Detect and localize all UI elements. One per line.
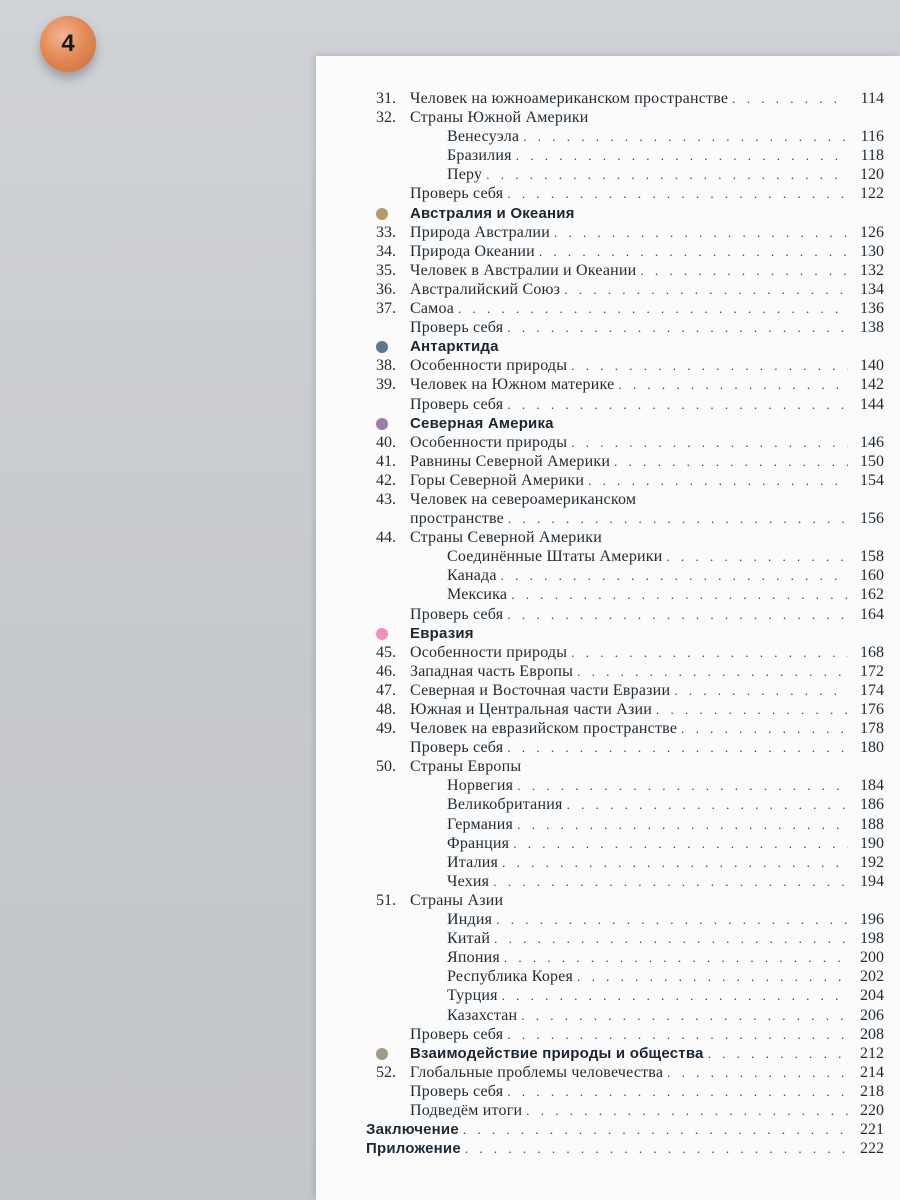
toc-line bbox=[410, 1044, 884, 1063]
dot-leader bbox=[508, 509, 848, 528]
toc-page-number: 222 bbox=[860, 1140, 884, 1158]
toc-line bbox=[447, 929, 884, 948]
toc-subitem bbox=[366, 834, 884, 853]
toc-label: Проверь себя bbox=[410, 605, 504, 623]
toc-line bbox=[447, 834, 884, 853]
toc-line bbox=[447, 815, 884, 834]
toc-page-number: 154 bbox=[860, 471, 884, 489]
toc-item-number: 32. bbox=[376, 109, 396, 127]
dot-leader bbox=[507, 184, 848, 203]
toc-item-number: 47. bbox=[376, 681, 396, 699]
toc-line bbox=[410, 738, 884, 757]
toc-subitem bbox=[366, 795, 884, 814]
toc-label: Северная и Восточная части Евразии bbox=[410, 681, 671, 699]
toc-line bbox=[410, 299, 884, 318]
toc-line bbox=[447, 948, 884, 967]
toc-subitem bbox=[366, 872, 884, 891]
toc-label: Южная и Центральная части Азии bbox=[410, 701, 653, 718]
toc-page-number: 186 bbox=[860, 796, 884, 814]
section-bullet-icon bbox=[376, 341, 388, 353]
toc-label: Заключение bbox=[366, 1121, 459, 1139]
toc-page-number: 212 bbox=[860, 1044, 884, 1062]
toc-label: Мексика bbox=[447, 586, 508, 604]
toc-label: пространстве bbox=[410, 510, 504, 528]
toc-line bbox=[410, 624, 884, 643]
toc-subitem bbox=[366, 948, 884, 967]
toc-line bbox=[410, 1082, 884, 1101]
toc-item bbox=[366, 318, 884, 337]
toc-page-number: 118 bbox=[860, 147, 884, 165]
toc-label: Страны Южной Америки bbox=[410, 109, 589, 127]
toc-page-number: 194 bbox=[860, 872, 884, 890]
toc-subitem bbox=[366, 165, 884, 184]
toc-line bbox=[366, 1139, 884, 1158]
dot-leader bbox=[667, 1063, 848, 1082]
toc-page-number: 208 bbox=[860, 1025, 884, 1043]
dot-leader bbox=[571, 356, 848, 375]
toc-section-heading bbox=[366, 204, 884, 223]
dot-leader bbox=[458, 299, 848, 318]
dot-leader bbox=[511, 585, 848, 604]
toc-item-number: 44. bbox=[376, 529, 396, 547]
dot-leader bbox=[513, 834, 848, 853]
toc-item-number: 50. bbox=[376, 758, 396, 776]
toc-label: Великобритания bbox=[447, 796, 563, 814]
toc-label: Особенности природы bbox=[410, 433, 568, 451]
toc-item bbox=[366, 433, 884, 452]
toc-subitem bbox=[366, 910, 884, 929]
toc-label: Человек на Южном материке bbox=[410, 376, 615, 394]
dot-leader bbox=[564, 280, 848, 299]
dot-leader bbox=[526, 1101, 848, 1120]
dot-leader bbox=[463, 1120, 848, 1139]
toc-subitem bbox=[366, 815, 884, 834]
toc-item-number: 40. bbox=[376, 433, 396, 451]
toc-line bbox=[447, 986, 884, 1005]
toc-item bbox=[366, 1082, 884, 1101]
toc-item bbox=[366, 1025, 884, 1044]
toc-item-number: 52. bbox=[376, 1063, 396, 1081]
toc-item-number: 33. bbox=[376, 223, 396, 241]
toc-line bbox=[447, 967, 884, 986]
toc-page-number: 188 bbox=[860, 815, 884, 833]
dot-leader bbox=[571, 433, 848, 452]
toc-section-heading bbox=[366, 1044, 884, 1063]
toc-label: Норвегия bbox=[447, 777, 514, 795]
toc-page-number: 126 bbox=[860, 223, 884, 241]
toc-line bbox=[410, 643, 884, 662]
toc-label: Природа Австралии bbox=[410, 223, 550, 241]
toc-label: Глобальные проблемы человечества bbox=[410, 1063, 664, 1081]
toc-item bbox=[366, 700, 884, 719]
dot-leader bbox=[656, 700, 848, 719]
toc-label: Страны Азии bbox=[410, 891, 504, 909]
toc-label: Проверь себя bbox=[410, 395, 504, 413]
toc-line bbox=[447, 910, 884, 929]
toc-line bbox=[410, 1063, 884, 1082]
toc-page-number: 134 bbox=[860, 280, 884, 298]
dot-leader bbox=[507, 605, 848, 624]
toc-page-number: 164 bbox=[860, 605, 884, 623]
toc-line bbox=[447, 776, 884, 795]
toc-page-number: 180 bbox=[860, 739, 884, 757]
dot-leader bbox=[501, 566, 848, 585]
toc-line bbox=[410, 891, 884, 910]
toc-label: Канада bbox=[447, 567, 497, 585]
dot-leader bbox=[640, 261, 848, 280]
toc-line bbox=[410, 395, 884, 414]
toc-subitem bbox=[366, 967, 884, 986]
dot-leader bbox=[521, 1006, 848, 1025]
toc-subitem bbox=[366, 127, 884, 146]
toc-label: Проверь себя bbox=[410, 319, 504, 337]
dot-leader bbox=[507, 738, 848, 757]
toc-item-number: 41. bbox=[376, 452, 396, 470]
dot-leader bbox=[554, 223, 848, 242]
toc-section-heading bbox=[366, 414, 884, 433]
toc-label: Природа Океании bbox=[410, 242, 535, 260]
dot-leader bbox=[507, 1082, 848, 1101]
toc-line bbox=[447, 585, 884, 604]
toc-item bbox=[366, 509, 884, 528]
toc-line bbox=[410, 280, 884, 299]
toc-line bbox=[410, 223, 884, 242]
toc-line bbox=[410, 337, 884, 356]
toc-line bbox=[447, 853, 884, 872]
toc-page-number: 176 bbox=[860, 701, 884, 718]
toc-page-number: 122 bbox=[860, 185, 884, 203]
dot-leader bbox=[674, 681, 848, 700]
toc-line bbox=[410, 89, 884, 108]
toc-page-number: 192 bbox=[860, 853, 884, 871]
toc-label: Проверь себя bbox=[410, 1082, 504, 1100]
toc-page-number: 218 bbox=[860, 1082, 884, 1100]
toc-line bbox=[447, 795, 884, 814]
toc-page-number: 214 bbox=[860, 1063, 884, 1081]
toc-page-number: 136 bbox=[860, 300, 884, 318]
toc-page-number: 140 bbox=[860, 357, 884, 375]
toc-item-number: 45. bbox=[376, 643, 396, 661]
toc-item bbox=[366, 528, 884, 547]
table-of-contents bbox=[366, 89, 884, 1158]
toc-item bbox=[366, 356, 884, 375]
toc-item bbox=[366, 452, 884, 471]
toc-item-number: 35. bbox=[376, 261, 396, 279]
section-bullet-icon bbox=[376, 208, 388, 220]
toc-page-number: 190 bbox=[860, 834, 884, 852]
dot-leader bbox=[681, 719, 848, 738]
toc-section-heading bbox=[366, 624, 884, 643]
toc-line bbox=[410, 108, 884, 127]
toc-subitem bbox=[366, 585, 884, 604]
toc-line bbox=[410, 414, 884, 433]
dot-leader bbox=[507, 318, 848, 337]
toc-line bbox=[410, 1025, 884, 1044]
toc-item bbox=[366, 605, 884, 624]
toc-item bbox=[366, 891, 884, 910]
toc-label: Приложение bbox=[366, 1140, 461, 1158]
toc-page-number: 168 bbox=[860, 643, 884, 661]
toc-line bbox=[410, 452, 884, 471]
toc-line bbox=[410, 509, 884, 528]
dot-leader bbox=[486, 165, 848, 184]
toc-page-number: 162 bbox=[860, 586, 884, 604]
toc-label: Страны Северной Америки bbox=[410, 529, 602, 547]
toc-line bbox=[410, 700, 884, 719]
toc-line bbox=[410, 242, 884, 261]
toc-item bbox=[366, 1101, 884, 1120]
toc-item bbox=[366, 738, 884, 757]
toc-page-number: 120 bbox=[860, 166, 884, 184]
toc-item bbox=[366, 395, 884, 414]
dot-leader bbox=[507, 1025, 848, 1044]
toc-label: Китай bbox=[447, 930, 491, 948]
dot-leader bbox=[516, 146, 848, 165]
dot-leader bbox=[618, 375, 848, 394]
toc-line bbox=[410, 318, 884, 337]
toc-item-number: 42. bbox=[376, 471, 396, 489]
toc-line bbox=[447, 547, 884, 566]
toc-line bbox=[447, 165, 884, 184]
section-bullet-icon bbox=[376, 628, 388, 640]
toc-item bbox=[366, 108, 884, 127]
toc-label: Франция bbox=[447, 834, 510, 852]
toc-item-number: 49. bbox=[376, 720, 396, 738]
toc-line bbox=[447, 127, 884, 146]
toc-item-number: 31. bbox=[376, 90, 396, 107]
toc-line bbox=[366, 1120, 884, 1139]
toc-subitem bbox=[366, 1006, 884, 1025]
dot-leader bbox=[507, 395, 848, 414]
toc-item bbox=[366, 719, 884, 738]
toc-page-number: 221 bbox=[860, 1121, 884, 1139]
toc-line bbox=[410, 184, 884, 203]
toc-label: Германия bbox=[447, 815, 514, 833]
toc-line bbox=[447, 566, 884, 585]
toc-label: Италия bbox=[447, 853, 499, 871]
toc-label: Соединённые Штаты Америки bbox=[447, 548, 663, 566]
toc-item bbox=[366, 89, 884, 108]
dot-leader bbox=[571, 643, 848, 662]
toc-item-number: 37. bbox=[376, 300, 396, 318]
toc-label: Турция bbox=[447, 987, 498, 1005]
page-number: 4 bbox=[61, 30, 75, 57]
toc-label: Бразилия bbox=[447, 147, 512, 165]
toc-item-number: 51. bbox=[376, 891, 396, 909]
dot-leader bbox=[708, 1044, 848, 1063]
toc-label: Подведём итоги bbox=[410, 1101, 523, 1119]
dot-leader bbox=[465, 1139, 848, 1158]
dot-leader bbox=[588, 471, 848, 490]
toc-label: Самоа bbox=[410, 300, 454, 318]
toc-label: Япония bbox=[447, 949, 500, 967]
toc-line bbox=[410, 528, 884, 547]
toc-label: Горы Северной Америки bbox=[410, 471, 585, 489]
toc-page-number: 172 bbox=[860, 662, 884, 680]
dot-leader bbox=[614, 452, 848, 471]
toc-item bbox=[366, 757, 884, 776]
toc-item bbox=[366, 280, 884, 299]
toc-section-heading bbox=[366, 337, 884, 356]
toc-line bbox=[410, 261, 884, 280]
toc-label: Особенности природы bbox=[410, 357, 568, 375]
toc-final-item bbox=[366, 1120, 884, 1139]
toc-page-number: 142 bbox=[860, 376, 884, 394]
toc-item bbox=[366, 223, 884, 242]
toc-label: Человек на южноамериканском пространстве bbox=[410, 90, 729, 107]
toc-line bbox=[410, 356, 884, 375]
dot-leader bbox=[517, 815, 848, 834]
toc-subitem bbox=[366, 566, 884, 585]
toc-item bbox=[366, 643, 884, 662]
toc-line bbox=[410, 757, 884, 776]
toc-label: Евразия bbox=[410, 624, 474, 642]
toc-item-number: 39. bbox=[376, 376, 396, 394]
toc-item-number: 43. bbox=[376, 490, 396, 508]
toc-label: Человек на евразийском пространстве bbox=[410, 720, 678, 738]
toc-label: Чехия bbox=[447, 872, 490, 890]
toc-label: Венесуэла bbox=[447, 128, 520, 146]
dot-leader bbox=[493, 872, 848, 891]
dot-leader bbox=[502, 853, 848, 872]
toc-line bbox=[447, 1006, 884, 1025]
toc-label: Индия bbox=[447, 911, 493, 929]
toc-line bbox=[410, 433, 884, 452]
toc-item bbox=[366, 681, 884, 700]
toc-label: Проверь себя bbox=[410, 1025, 504, 1043]
dot-leader bbox=[577, 662, 848, 681]
dot-leader bbox=[577, 967, 848, 986]
dot-leader bbox=[496, 910, 848, 929]
toc-page-number: 174 bbox=[860, 681, 884, 699]
toc-item-number: 46. bbox=[376, 662, 396, 680]
toc-subitem bbox=[366, 986, 884, 1005]
toc-label: Проверь себя bbox=[410, 739, 504, 757]
toc-page-number: 202 bbox=[860, 968, 884, 986]
toc-page-number: 204 bbox=[860, 987, 884, 1005]
dot-leader bbox=[667, 547, 848, 566]
toc-page-number: 196 bbox=[860, 911, 884, 929]
toc-label: Антарктида bbox=[410, 338, 499, 356]
toc-label: Казахстан bbox=[447, 1006, 518, 1024]
section-bullet-icon bbox=[376, 1048, 388, 1060]
toc-line bbox=[410, 471, 884, 490]
dot-leader bbox=[567, 795, 848, 814]
toc-item bbox=[366, 471, 884, 490]
toc-subitem bbox=[366, 547, 884, 566]
toc-item-number: 36. bbox=[376, 280, 396, 298]
dot-leader bbox=[523, 127, 848, 146]
dot-leader bbox=[494, 929, 848, 948]
toc-label: Человек в Австралии и Океании bbox=[410, 261, 637, 279]
toc-page-number: 116 bbox=[860, 128, 884, 146]
toc-line bbox=[410, 719, 884, 738]
toc-item bbox=[366, 184, 884, 203]
toc-page-number: 206 bbox=[860, 1006, 884, 1024]
toc-item bbox=[366, 375, 884, 394]
toc-line bbox=[410, 490, 884, 509]
toc-line bbox=[410, 681, 884, 700]
toc-label: Австралия и Океания bbox=[410, 204, 575, 222]
dot-leader bbox=[502, 986, 848, 1005]
dot-leader bbox=[539, 242, 848, 261]
toc-page-number: 184 bbox=[860, 777, 884, 795]
toc-item-number: 38. bbox=[376, 357, 396, 375]
toc-line bbox=[410, 605, 884, 624]
toc-label: Проверь себя bbox=[410, 185, 504, 203]
dot-leader bbox=[517, 776, 848, 795]
toc-page-number: 198 bbox=[860, 930, 884, 948]
toc-item bbox=[366, 242, 884, 261]
toc-page-number: 156 bbox=[860, 510, 884, 528]
toc-page-number: 150 bbox=[860, 452, 884, 470]
toc-label: Перу bbox=[447, 166, 483, 184]
toc-item bbox=[366, 299, 884, 318]
toc-page-number: 178 bbox=[860, 720, 884, 738]
toc-final-item bbox=[366, 1139, 884, 1158]
dot-leader bbox=[504, 948, 848, 967]
toc-line bbox=[410, 375, 884, 394]
toc-item bbox=[366, 662, 884, 681]
toc-item-number: 34. bbox=[376, 242, 396, 260]
page-number-badge bbox=[40, 16, 96, 72]
toc-label: Австралийский Союз bbox=[410, 280, 561, 298]
toc-page-number: 138 bbox=[860, 319, 884, 337]
toc-label: Равнины Северной Америки bbox=[410, 452, 611, 470]
toc-page-number: 220 bbox=[860, 1101, 884, 1119]
toc-line bbox=[410, 1101, 884, 1120]
toc-label: Северная Америка bbox=[410, 414, 554, 432]
toc-line bbox=[410, 662, 884, 681]
section-bullet-icon bbox=[376, 418, 388, 430]
toc-page-number: 160 bbox=[860, 567, 884, 585]
toc-page-number: 114 bbox=[860, 90, 884, 107]
toc-subitem bbox=[366, 929, 884, 948]
toc-page-number: 132 bbox=[860, 261, 884, 279]
toc-line bbox=[447, 872, 884, 891]
toc-page-number: 146 bbox=[860, 433, 884, 451]
toc-subitem bbox=[366, 776, 884, 795]
toc-line bbox=[410, 204, 884, 223]
toc-page-number: 144 bbox=[860, 395, 884, 413]
toc-label: Взаимодействие природы и общества bbox=[410, 1044, 704, 1062]
toc-item bbox=[366, 490, 884, 509]
toc-item bbox=[366, 261, 884, 280]
toc-label: Особенности природы bbox=[410, 643, 568, 661]
toc-label: Человек на североамериканском bbox=[410, 490, 637, 508]
toc-item bbox=[366, 1063, 884, 1082]
toc-label: Страны Европы bbox=[410, 758, 522, 776]
toc-item-number: 48. bbox=[376, 701, 396, 718]
toc-page-number: 200 bbox=[860, 949, 884, 967]
toc-label: Республика Корея bbox=[447, 968, 574, 986]
toc-page-number: 158 bbox=[860, 548, 884, 566]
toc-label: Западная часть Европы bbox=[410, 662, 574, 680]
toc-line bbox=[447, 146, 884, 165]
toc-subitem bbox=[366, 853, 884, 872]
dot-leader bbox=[732, 89, 848, 108]
toc-subitem bbox=[366, 146, 884, 165]
toc-page-number: 130 bbox=[860, 242, 884, 260]
